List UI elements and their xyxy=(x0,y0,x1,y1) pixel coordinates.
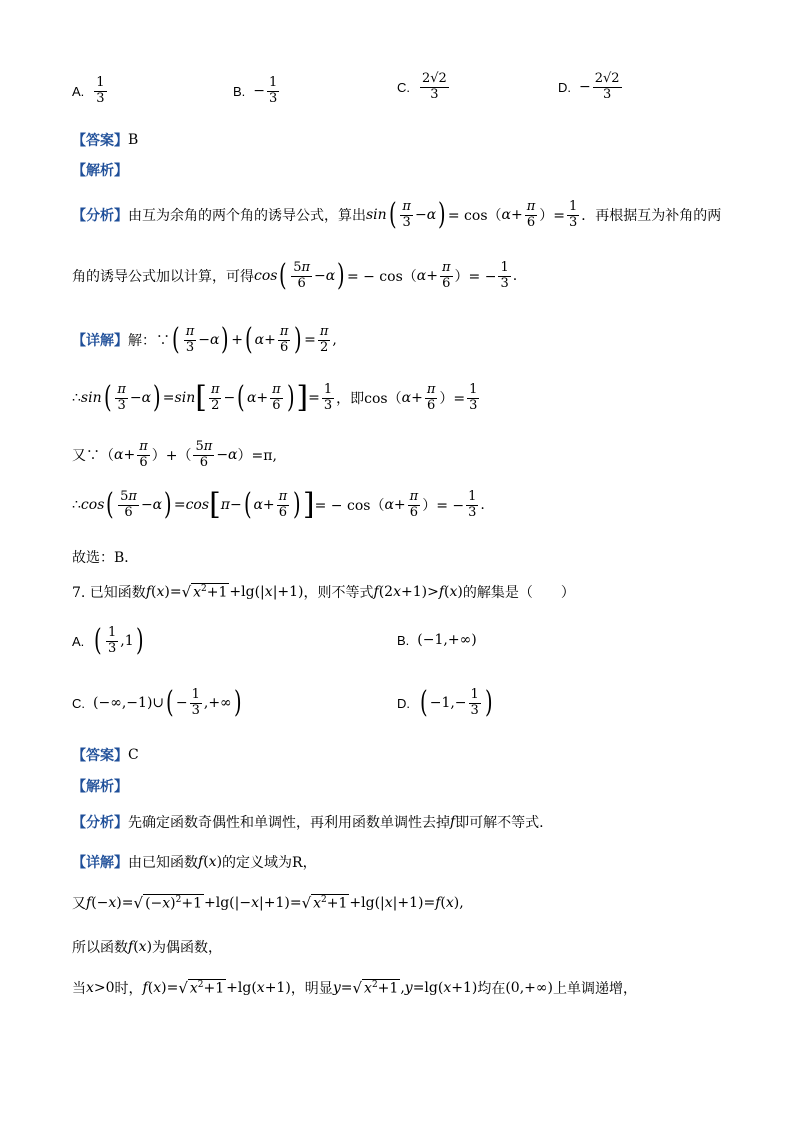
q7-option-b-label: B. xyxy=(397,632,410,648)
q7-answer-tag: 【答案】 xyxy=(72,748,128,764)
q7-option-b xyxy=(397,632,477,648)
q7-fenxi-tag: 【分析】 xyxy=(72,815,128,831)
q7-answer xyxy=(72,745,139,765)
xiangjie-tag: 【详解】 xyxy=(72,333,128,350)
q7-dang-text4: 均在 xyxy=(477,981,506,997)
option-b-num: 1 xyxy=(269,75,278,90)
q7-suoyi-text2: 为偶函数， xyxy=(152,940,223,956)
xiangjie-text: 解：∵ xyxy=(128,333,170,350)
q7-dang-text5: 上单调递增， xyxy=(553,981,638,997)
q7-answer-value: C xyxy=(128,747,139,763)
option-d-fraction xyxy=(593,72,622,103)
fenxi-tag: 【分析】 xyxy=(72,208,128,225)
q7-fenxi-text: 先确定函数奇偶性和单调性，再利用函数单调性去掉 xyxy=(128,815,450,831)
q6-xiangjie-line1: 【详解】 解：∵ ( $\frac{\pi}{3}$ − α ) + ( α + $\frac{\pi}{6}$ ) = $\frac{\pi}{2}$ , xyxy=(72,322,337,358)
option-d-num: 2√2 xyxy=(594,71,620,86)
option-c-den: 3 xyxy=(430,86,439,102)
q7-analysis-heading xyxy=(72,776,128,796)
q6-xiangjie-line2: ∴ sin ( $\frac{\pi}{3}$ − α ) = sin [ $\frac{\pi}{2}$ − ( α + $\frac{\pi}{6}$ ) ] = $\frac{1}{3}$ ，即 cos（ α + $\frac{\pi}{6}$ ）= $\frac{1}{3}$ xyxy=(72,380,478,416)
option-d-den: 3 xyxy=(603,86,612,102)
q6-analysis-heading xyxy=(72,160,128,180)
q6-xiangjie-line4: ∴ cos ( $\frac{5\pi}{6}$ − α ) = cos [ π − ( α + $\frac{\pi}{6}$ ) ] = − cos（ α + $\frac{\pi}{6}$ ）= − $\frac{1}{3}$ . xyxy=(72,487,485,523)
option-c-label: C. xyxy=(397,79,410,95)
option-d xyxy=(558,72,624,103)
analysis-tag: 【解析】 xyxy=(72,163,128,179)
q7-option-d: D. ( −1,− $\frac{1}{3}$ ) xyxy=(397,685,493,721)
q7-xiangjie-line3: 所以函数 f ( x ) 为偶函数， xyxy=(72,939,223,956)
q6-fenxi-line2: 角的诱导公式加以计算，可得 cos ( $\frac{5\pi}{6}$ − α ) = − cos（ α + $\frac{\pi}{6}$ ）= − $\frac{1}{3}$ . xyxy=(72,258,518,294)
q7-dang-text3: ，明显 xyxy=(290,981,333,997)
q7-suoyi-text1: 所以函数 xyxy=(72,940,128,956)
q7-analysis-tag: 【解析】 xyxy=(72,779,128,795)
q7-you-text: 又 xyxy=(72,896,86,912)
option-b xyxy=(233,76,281,107)
you-text: 又∵ xyxy=(72,448,100,465)
q7-fenxi: 【分析】 先确定函数奇偶性和单调性，再利用函数单调性去掉 f 即可解不等式. xyxy=(72,814,544,831)
option-c-num: 2√2 xyxy=(422,71,447,86)
answer-value: B xyxy=(128,132,139,148)
fenxi-text-cont: ．再根据互为补角的两 xyxy=(581,208,722,225)
q7-stem-text: 7. 已知函数 xyxy=(72,585,146,601)
q7-option-c-label: C. xyxy=(72,695,85,711)
option-a-label: A. xyxy=(72,83,85,99)
answer-tag: 【答案】 xyxy=(72,133,128,149)
option-a-num: 1 xyxy=(96,75,105,90)
option-d-sign: − xyxy=(579,79,591,96)
q6-fenxi-line1: 【分析】 由互为余角的两个角的诱导公式，算出 sin ( $\frac{\pi}{3}$ − α ) = cos（ α + $\frac{\pi}{6}$ ）= $\frac{1}{3}$ ．再根据互为补角的两 xyxy=(72,197,722,233)
q7-option-c: C. (−∞,−1)∪ ( − $\frac{1}{3}$ ,+∞ ) xyxy=(72,685,242,721)
q7-xiangjie-text2: 的定义域为R， xyxy=(222,855,317,871)
conclusion-text: 故选：B． xyxy=(72,550,139,566)
q7-dang-text1: 当 xyxy=(72,981,86,997)
option-b-fraction xyxy=(267,76,279,107)
q7-xiangjie-line4: 当 x >0 时， f ( x )= √ $x^2+1$ +lg( x +1) ，明显 y = √ $x^2+1$ , y =lg( x +1) 均在 (0,+∞) 上单调递增， xyxy=(72,979,638,997)
option-d-label: D. xyxy=(558,79,571,95)
option-a-den: 3 xyxy=(96,90,105,106)
option-a-fraction xyxy=(94,76,106,107)
q6-conclusion xyxy=(72,547,138,567)
q7-option-c-text: (−∞,−1)∪ xyxy=(93,695,165,712)
q7-xiangjie-line1: 【详解】 由已知函数 f ( x ) 的定义域为R， xyxy=(72,854,317,871)
q7-xiangjie-text1: 由已知函数 xyxy=(128,855,198,871)
q7-option-a-label: A. xyxy=(72,633,85,649)
q7-xiangjie-tag: 【详解】 xyxy=(72,855,128,871)
option-b-den: 3 xyxy=(269,90,278,106)
option-b-label: B. xyxy=(233,83,246,99)
option-c xyxy=(397,72,451,103)
q7-stem: 7. 已知函数 f ( x )= √ $x^2+1$ +lg(| x |+1) ，则不等式 f (2 x +1)> f ( x ) 的解集是（ ） xyxy=(72,583,575,601)
fenxi-text-2: 角的诱导公式加以计算，可得 xyxy=(72,269,254,286)
q7-stem-mid: ，则不等式 xyxy=(303,585,374,601)
ji-text: ，即 xyxy=(336,391,365,408)
q7-xiangjie-line2: 又 f (− x )= √ $(-x)^2+1$ +lg(|− x |+1)= √ $x^2+1$ +lg(| x |+1)= f ( x ) , xyxy=(72,894,464,912)
q7-option-b-text: (−1,+∞) xyxy=(417,632,477,648)
q7-option-d-label: D. xyxy=(397,695,410,711)
q7-option-a: A. ( $\frac{1}{3}$ ,1 ) xyxy=(72,623,144,659)
q6-xiangjie-line3: 又∵ （ α + $\frac{\pi}{6}$ ）+（ $\frac{5\pi}{6}$ − α ）=π, xyxy=(72,439,277,470)
q6-answer xyxy=(72,130,138,150)
q7-fenxi-end: 即可解不等式. xyxy=(455,815,544,831)
option-c-fraction xyxy=(420,72,449,103)
fenxi-text: 由互为余角的两个角的诱导公式，算出 xyxy=(128,208,366,225)
q7-stem-suffix: 的解集是（ ） xyxy=(462,585,575,601)
option-a xyxy=(72,76,109,107)
q7-dang-text2: 时， xyxy=(114,981,143,997)
option-b-sign: − xyxy=(253,83,266,100)
